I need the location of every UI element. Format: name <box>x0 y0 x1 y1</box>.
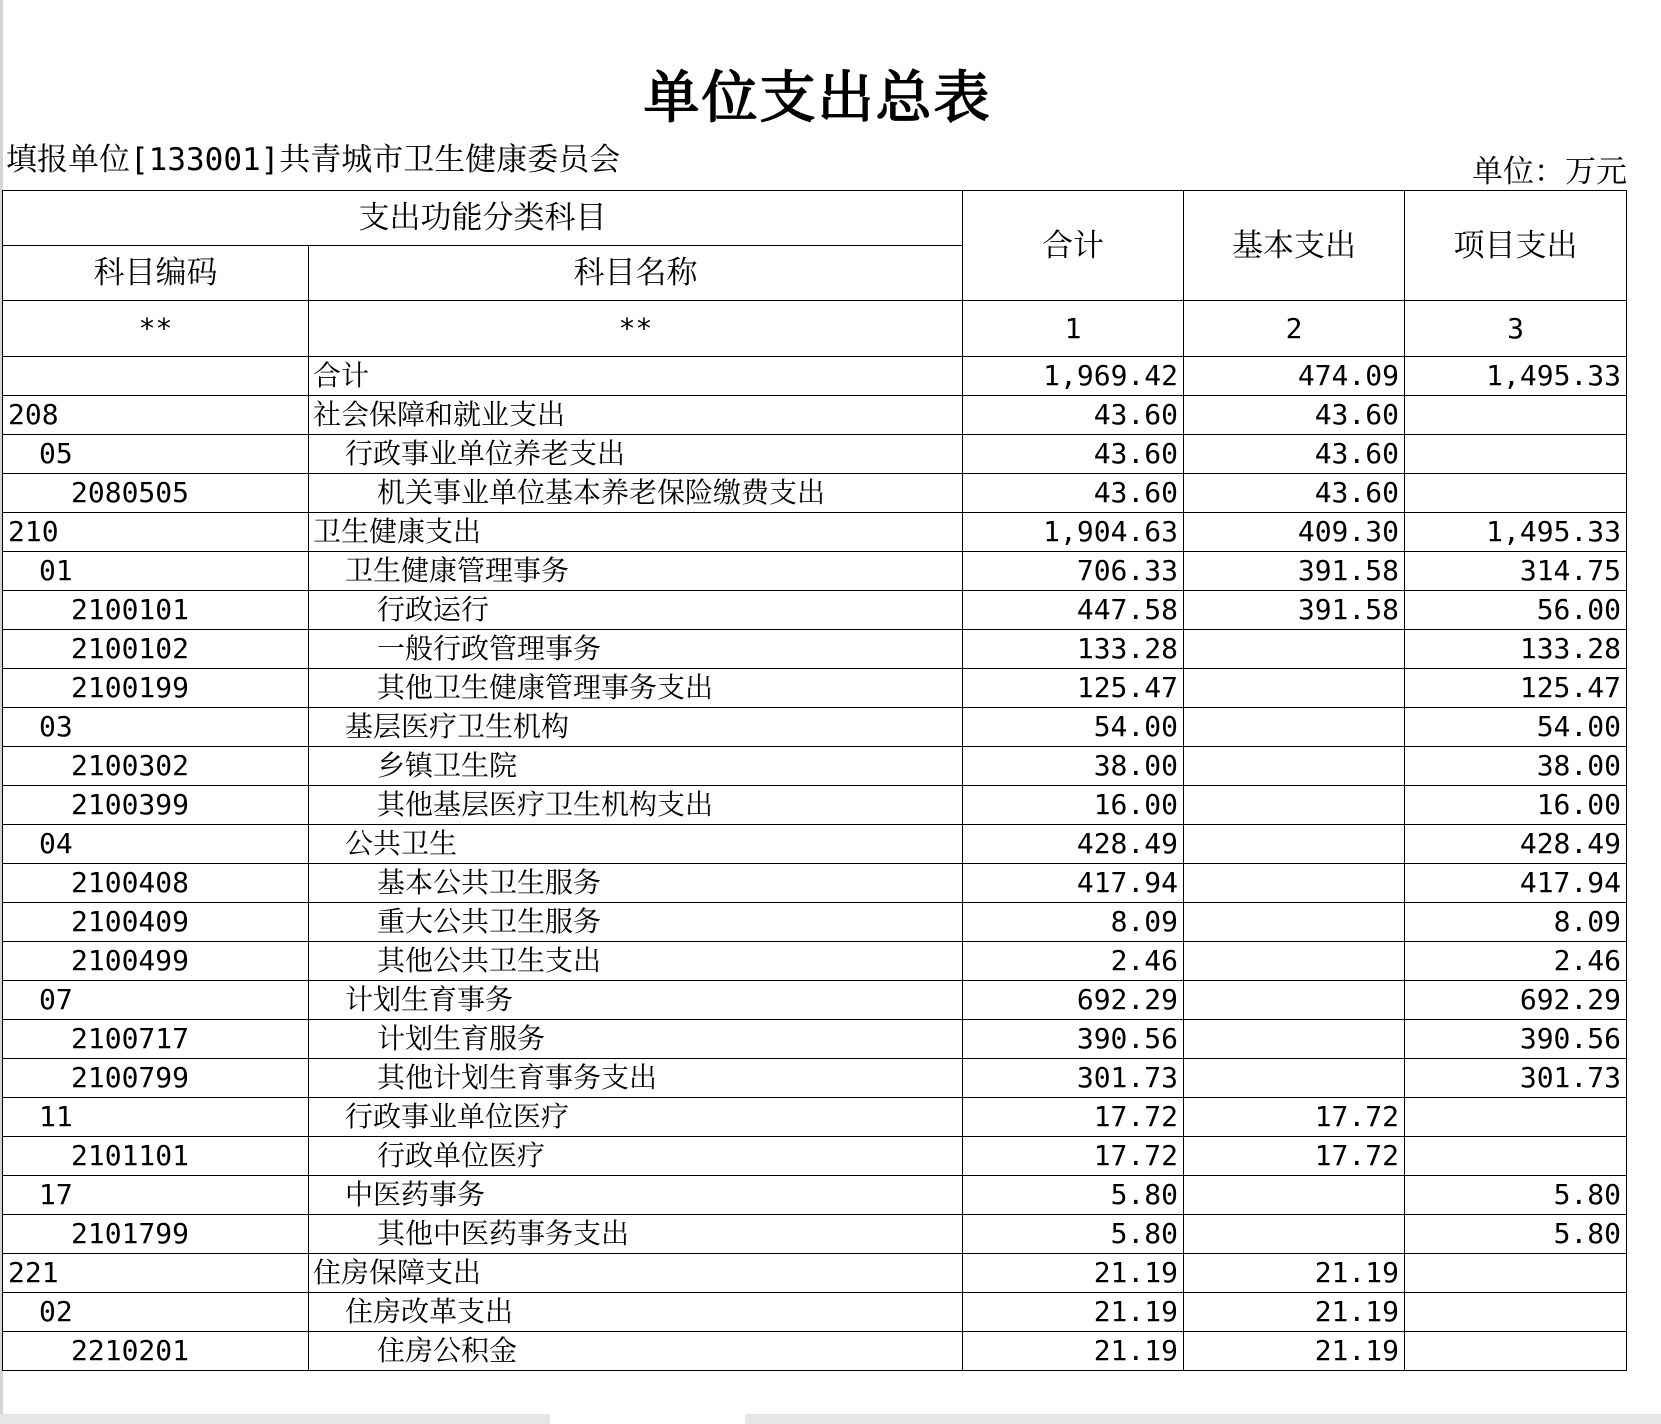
cell-name: 行政事业单位医疗 <box>309 1098 963 1137</box>
table-row <box>3 747 1627 786</box>
horizontal-scrollbar-right[interactable] <box>745 1414 1661 1424</box>
horizontal-scrollbar-left[interactable] <box>0 1414 550 1424</box>
table-row <box>3 1020 1627 1059</box>
cell-code: 07 <box>3 981 309 1020</box>
cell-total: 301.73 <box>963 1059 1184 1098</box>
cell-name: 其他公共卫生支出 <box>309 942 963 981</box>
cell-name: 合计 <box>309 357 963 396</box>
cell-total: 16.00 <box>963 786 1184 825</box>
cell-project: 417.94 <box>1405 864 1627 903</box>
cell-total: 1,969.42 <box>963 357 1184 396</box>
cell-code: 2100399 <box>3 786 309 825</box>
cell-code: 2100799 <box>3 1059 309 1098</box>
cell-code: 210 <box>3 513 309 552</box>
table-row <box>3 591 1627 630</box>
index-basic: 2 <box>1184 301 1405 357</box>
cell-total: 125.47 <box>963 669 1184 708</box>
cell-basic: 17.72 <box>1184 1098 1405 1137</box>
cell-basic: 21.19 <box>1184 1332 1405 1371</box>
table-row <box>3 1215 1627 1254</box>
table-row <box>3 1137 1627 1176</box>
table-row <box>3 630 1627 669</box>
cell-project <box>1405 396 1627 435</box>
cell-basic: 21.19 <box>1184 1254 1405 1293</box>
cell-total: 447.58 <box>963 591 1184 630</box>
cell-project: 133.28 <box>1405 630 1627 669</box>
cell-total: 133.28 <box>963 630 1184 669</box>
cell-name: 乡镇卫生院 <box>309 747 963 786</box>
table-row <box>3 552 1627 591</box>
cell-name: 基本公共卫生服务 <box>309 864 963 903</box>
cell-code: 04 <box>3 825 309 864</box>
unit-label: 单位：万元 <box>1472 154 1627 190</box>
table-row <box>3 903 1627 942</box>
cell-project <box>1405 1137 1627 1176</box>
cell-basic <box>1184 1020 1405 1059</box>
cell-basic: 17.72 <box>1184 1137 1405 1176</box>
header-total: 合计 <box>963 191 1184 301</box>
cell-project: 38.00 <box>1405 747 1627 786</box>
cell-name: 行政事业单位养老支出 <box>309 435 963 474</box>
header-basic: 基本支出 <box>1184 191 1405 301</box>
cell-basic: 409.30 <box>1184 513 1405 552</box>
index-total: 1 <box>963 301 1184 357</box>
table-row <box>3 1293 1627 1332</box>
cell-project: 301.73 <box>1405 1059 1627 1098</box>
index-name: ** <box>309 301 963 357</box>
table-row <box>3 435 1627 474</box>
cell-project: 428.49 <box>1405 825 1627 864</box>
cell-project <box>1405 474 1627 513</box>
cell-name: 社会保障和就业支出 <box>309 396 963 435</box>
cell-name: 行政单位医疗 <box>309 1137 963 1176</box>
cell-total: 428.49 <box>963 825 1184 864</box>
cell-total: 21.19 <box>963 1254 1184 1293</box>
cell-code: 02 <box>3 1293 309 1332</box>
cell-basic: 474.09 <box>1184 357 1405 396</box>
cell-basic <box>1184 1215 1405 1254</box>
table-row <box>3 1098 1627 1137</box>
cell-project: 2.46 <box>1405 942 1627 981</box>
cell-total: 1,904.63 <box>963 513 1184 552</box>
cell-total: 17.72 <box>963 1098 1184 1137</box>
cell-basic: 43.60 <box>1184 396 1405 435</box>
cell-project: 54.00 <box>1405 708 1627 747</box>
reporting-unit: 填报单位[133001]共青城市卫生健康委员会 <box>6 142 621 178</box>
cell-basic <box>1184 942 1405 981</box>
cell-basic <box>1184 747 1405 786</box>
table-row <box>3 669 1627 708</box>
cell-project: 8.09 <box>1405 903 1627 942</box>
cell-name: 计划生育事务 <box>309 981 963 1020</box>
cell-project <box>1405 1293 1627 1332</box>
cell-name: 机关事业单位基本养老保险缴费支出 <box>309 474 963 513</box>
cell-total: 43.60 <box>963 474 1184 513</box>
cell-name: 计划生育服务 <box>309 1020 963 1059</box>
cell-project: 5.80 <box>1405 1176 1627 1215</box>
cell-project: 1,495.33 <box>1405 357 1627 396</box>
page-title: 单位支出总表 <box>643 65 992 131</box>
table-row <box>3 708 1627 747</box>
cell-project <box>1405 1098 1627 1137</box>
table-row <box>3 1059 1627 1098</box>
cell-code: 11 <box>3 1098 309 1137</box>
cell-total: 5.80 <box>963 1176 1184 1215</box>
cell-basic: 21.19 <box>1184 1293 1405 1332</box>
header-row-1 <box>3 191 1627 246</box>
cell-code: 221 <box>3 1254 309 1293</box>
index-row <box>3 301 1627 357</box>
cell-name: 基层医疗卫生机构 <box>309 708 963 747</box>
cell-name: 卫生健康支出 <box>309 513 963 552</box>
cell-basic <box>1184 864 1405 903</box>
cell-name: 其他中医药事务支出 <box>309 1215 963 1254</box>
cell-basic <box>1184 708 1405 747</box>
cell-basic <box>1184 1176 1405 1215</box>
cell-code: 01 <box>3 552 309 591</box>
cell-code: 2100409 <box>3 903 309 942</box>
cell-code: 2100101 <box>3 591 309 630</box>
cell-name: 重大公共卫生服务 <box>309 903 963 942</box>
cell-basic <box>1184 669 1405 708</box>
cell-code <box>3 357 309 396</box>
cell-basic: 43.60 <box>1184 435 1405 474</box>
header-code: 科目编码 <box>3 246 309 301</box>
table-row <box>3 825 1627 864</box>
cell-project: 390.56 <box>1405 1020 1627 1059</box>
header-function-group: 支出功能分类科目 <box>3 191 963 246</box>
cell-total: 706.33 <box>963 552 1184 591</box>
cell-basic <box>1184 630 1405 669</box>
cell-project: 1,495.33 <box>1405 513 1627 552</box>
cell-project: 314.75 <box>1405 552 1627 591</box>
cell-total: 43.60 <box>963 396 1184 435</box>
cell-code: 03 <box>3 708 309 747</box>
cell-name: 其他计划生育事务支出 <box>309 1059 963 1098</box>
table-row <box>3 513 1627 552</box>
cell-project <box>1405 1332 1627 1371</box>
cell-code: 05 <box>3 435 309 474</box>
index-project: 3 <box>1405 301 1627 357</box>
cell-code: 208 <box>3 396 309 435</box>
index-code: ** <box>3 301 309 357</box>
cell-code: 2080505 <box>3 474 309 513</box>
cell-basic: 391.58 <box>1184 552 1405 591</box>
cell-total: 417.94 <box>963 864 1184 903</box>
cell-total: 390.56 <box>963 1020 1184 1059</box>
cell-code: 2100499 <box>3 942 309 981</box>
header-project: 项目支出 <box>1405 191 1627 301</box>
cell-project <box>1405 1254 1627 1293</box>
cell-name: 公共卫生 <box>309 825 963 864</box>
cell-total: 54.00 <box>963 708 1184 747</box>
cell-name: 住房保障支出 <box>309 1254 963 1293</box>
cell-project: 5.80 <box>1405 1215 1627 1254</box>
cell-project: 125.47 <box>1405 669 1627 708</box>
cell-basic: 391.58 <box>1184 591 1405 630</box>
table-row <box>3 981 1627 1020</box>
cell-name: 住房改革支出 <box>309 1293 963 1332</box>
cell-code: 17 <box>3 1176 309 1215</box>
table-row <box>3 942 1627 981</box>
cell-code: 2100408 <box>3 864 309 903</box>
cell-total: 21.19 <box>963 1293 1184 1332</box>
cell-basic <box>1184 786 1405 825</box>
table-row <box>3 786 1627 825</box>
cell-total: 8.09 <box>963 903 1184 942</box>
cell-name: 其他基层医疗卫生机构支出 <box>309 786 963 825</box>
cell-basic <box>1184 903 1405 942</box>
table-row <box>3 1176 1627 1215</box>
cell-total: 43.60 <box>963 435 1184 474</box>
expenditure-table <box>2 190 1627 1371</box>
cell-code: 2100717 <box>3 1020 309 1059</box>
table-row <box>3 396 1627 435</box>
table-row <box>3 1332 1627 1371</box>
cell-project <box>1405 435 1627 474</box>
cell-total: 17.72 <box>963 1137 1184 1176</box>
cell-project: 56.00 <box>1405 591 1627 630</box>
table-row <box>3 474 1627 513</box>
cell-project: 16.00 <box>1405 786 1627 825</box>
cell-basic <box>1184 825 1405 864</box>
cell-code: 2100199 <box>3 669 309 708</box>
cell-code: 2101101 <box>3 1137 309 1176</box>
cell-basic <box>1184 1059 1405 1098</box>
cell-total: 38.00 <box>963 747 1184 786</box>
cell-code: 2101799 <box>3 1215 309 1254</box>
cell-name: 其他卫生健康管理事务支出 <box>309 669 963 708</box>
cell-project: 692.29 <box>1405 981 1627 1020</box>
table-row <box>3 864 1627 903</box>
cell-name: 住房公积金 <box>309 1332 963 1371</box>
cell-basic <box>1184 981 1405 1020</box>
table-row <box>3 1254 1627 1293</box>
cell-name: 中医药事务 <box>309 1176 963 1215</box>
cell-total: 692.29 <box>963 981 1184 1020</box>
cell-name: 卫生健康管理事务 <box>309 552 963 591</box>
cell-total: 5.80 <box>963 1215 1184 1254</box>
header-name: 科目名称 <box>309 246 963 301</box>
table-row <box>3 357 1627 396</box>
cell-basic: 43.60 <box>1184 474 1405 513</box>
cell-code: 2100102 <box>3 630 309 669</box>
cell-name: 一般行政管理事务 <box>309 630 963 669</box>
cell-code: 2100302 <box>3 747 309 786</box>
cell-total: 2.46 <box>963 942 1184 981</box>
cell-total: 21.19 <box>963 1332 1184 1371</box>
cell-code: 2210201 <box>3 1332 309 1371</box>
cell-name: 行政运行 <box>309 591 963 630</box>
